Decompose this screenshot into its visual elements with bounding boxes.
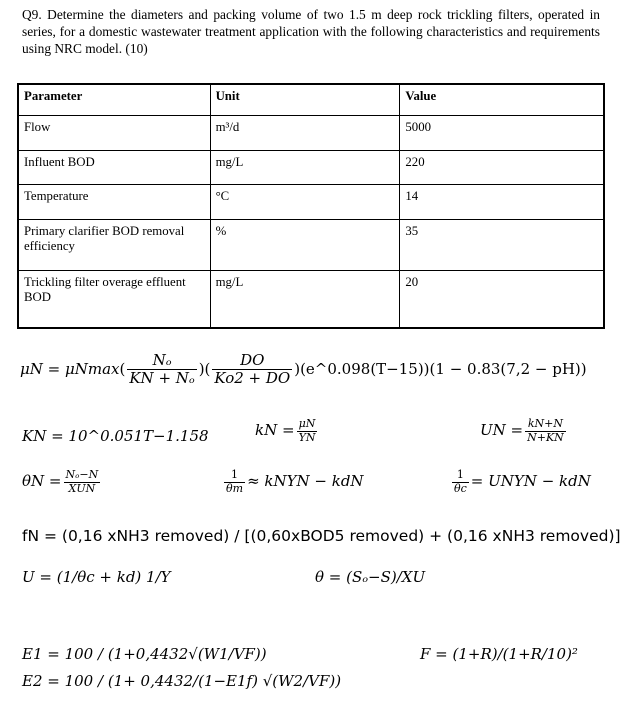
cell-parameter: Trickling filter overage effluent BOD: [18, 271, 210, 329]
cell-parameter: Primary clarifier BOD removal efficiency: [18, 220, 210, 271]
mu-n-lhs: μN = μNmax: [20, 359, 120, 378]
un-numerator: kN+N: [525, 418, 566, 432]
cell-value: 14: [400, 185, 604, 220]
table-row: [18, 185, 604, 220]
cell-parameter: Temperature: [18, 185, 210, 220]
table-row: [18, 116, 604, 151]
kn-lhs: kN =: [255, 421, 295, 440]
cell-unit: m³/d: [210, 116, 400, 151]
kn-denominator: YN: [298, 430, 316, 444]
kn-numerator: μN: [297, 418, 318, 432]
theta-n-numerator: Nₒ−N: [65, 468, 99, 481]
fn-equation: fN = (0,16 xNH3 removed) / [(0,60xBOD5 removed) + (0,16 xNH3 removed)]: [22, 527, 621, 545]
theta-c-denominator: θc: [454, 481, 467, 495]
kn-rate-equation: [255, 418, 319, 444]
table-row: [18, 151, 604, 185]
theta-n-equation: [22, 469, 102, 495]
mu-n-numerator: Nₒ: [127, 352, 196, 370]
cell-value: 20: [400, 271, 604, 329]
kn-temperature-equation: KN = 10^0.051T−1.158: [22, 427, 209, 445]
mu-do-numerator: DO: [212, 352, 292, 370]
un-equation: [480, 418, 568, 444]
theta-n-denominator: XUN: [68, 481, 96, 495]
recirculation-factor-equation: F = (1+R)/(1+R/10)²: [420, 645, 578, 663]
header-value: Value: [400, 84, 604, 116]
table-row: [18, 271, 604, 329]
theta-c-rhs: = UNYN − kdN: [470, 472, 591, 491]
parameter-table: [17, 83, 605, 329]
theta-m-denominator: θm: [226, 481, 244, 495]
header-unit: Unit: [210, 84, 400, 116]
theta-m-equation: [222, 469, 364, 495]
question-text: Q9. Determine the diameters and packing volume of two 1.5 m deep rock trickling filters, operated in series, for a domestic wastewater treatment application with the following characteristics and requirements using NRC model. (10): [22, 7, 600, 56]
mu-do-denominator: Ko2 + DO: [214, 369, 291, 388]
mu-n-equation: μN = μNmax( $\frac{\text{Nₒ}}{\text{KN + Nₒ}}$ )( $\frac{DO}{Ko2 + DO}$ )(e^0.098(T−15))(1 − 0.83(7,2 − pH)): [20, 351, 587, 388]
e2-equation: E2 = 100 / (1+ 0,4432/(1−E1f) √(W2/VF)): [22, 672, 342, 690]
theta-c-numerator: 1: [452, 469, 469, 483]
cell-parameter: Influent BOD: [18, 151, 210, 185]
theta-equation: θ = (Sₒ−S)/XU: [315, 568, 426, 586]
un-denominator: N+KN: [527, 430, 564, 444]
theta-n-lhs: θN =: [22, 472, 62, 491]
cell-unit: mg/L: [210, 271, 400, 329]
un-lhs: UN =: [480, 421, 524, 440]
table-header-row: [18, 84, 604, 116]
theta-m-numerator: 1: [224, 469, 245, 483]
u-equation: U = (1/θc + kd) 1/Y: [22, 568, 171, 586]
cell-unit: mg/L: [210, 151, 400, 185]
theta-m-rhs: ≈ kNYN − kdN: [247, 472, 364, 491]
cell-value: 220: [400, 151, 604, 185]
mu-n-denominator: KN + Nₒ: [129, 369, 195, 388]
table-row: [18, 220, 604, 271]
mu-n-tail: (e^0.098(T−15))(1 − 0.83(7,2 − pH)): [300, 359, 587, 378]
cell-value: 35: [400, 220, 604, 271]
cell-parameter: Flow: [18, 116, 210, 151]
header-parameter: Parameter: [18, 84, 210, 116]
cell-unit: °C: [210, 185, 400, 220]
cell-unit: %: [210, 220, 400, 271]
e1-equation: E1 = 100 / (1+0,4432√(W1/VF)): [22, 645, 267, 663]
cell-value: 5000: [400, 116, 604, 151]
theta-c-equation: [450, 469, 591, 495]
